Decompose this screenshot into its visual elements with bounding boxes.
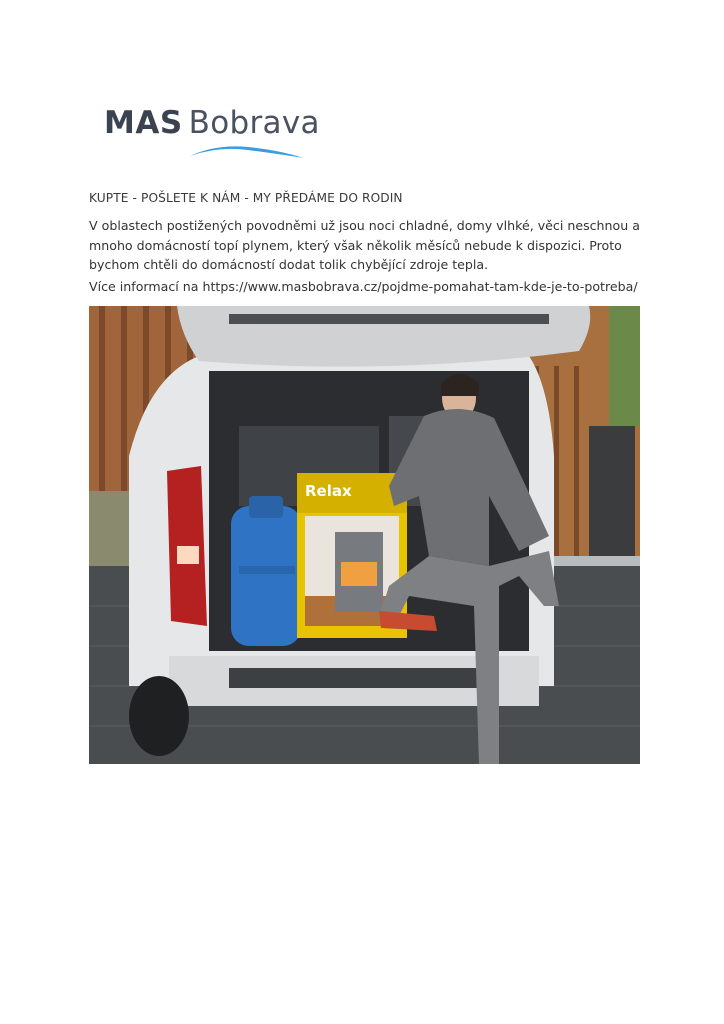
- body-paragraph: V oblastech postižených povodněmi už jsou noci chladné, domy vlhké, věci neschnou a mnoho domácností topí plynem, který však několik měsíců nebude k dispozici. Proto bychom chtěli do domácností dodat tolik chybějící zdroje tepla.: [89, 218, 640, 272]
- logo-light-text: Bobrava: [188, 105, 320, 141]
- mas-bobrava-logo: [104, 104, 324, 166]
- logo-bold-text: MAS: [104, 105, 183, 141]
- wave-icon: [188, 144, 308, 164]
- more-info-line: Více informací na https://www.masbobrava.cz/pojdme-pomahat-tam-kde-je-to-potreba/: [89, 279, 638, 294]
- photo-illustration: [89, 306, 640, 764]
- box-brand-text: Relax: [305, 482, 352, 500]
- headline: KUPTE - POŠLETE K NÁM - MY PŘEDÁME DO RODIN: [89, 191, 403, 205]
- photo-van-with-heater: [89, 306, 640, 764]
